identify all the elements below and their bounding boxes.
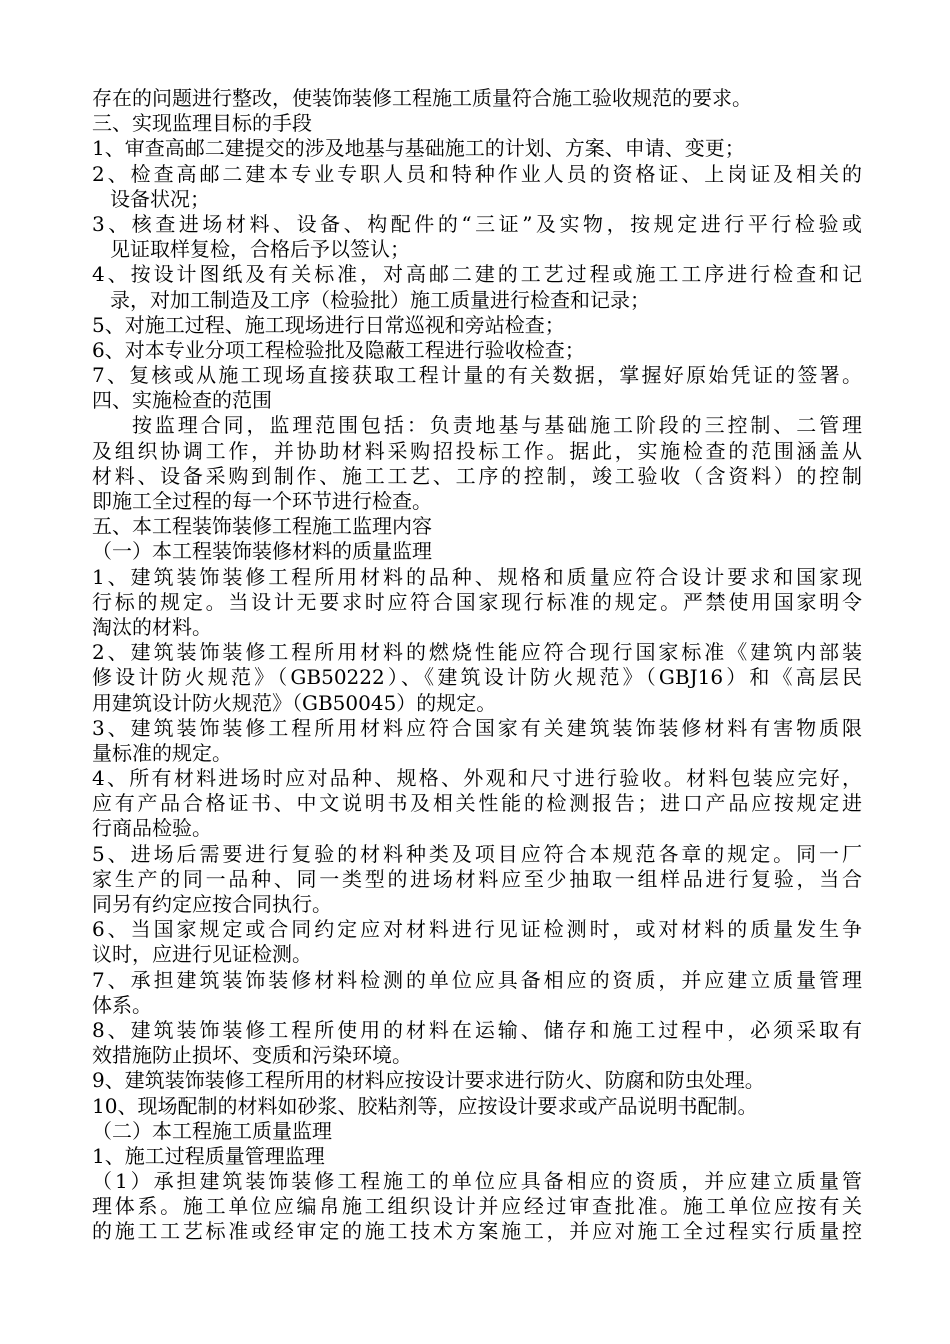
- list-item-5: 5、对施工过程、施工现场进行日常巡视和旁站检查；: [92, 312, 565, 337]
- list-item-cont: 修设计防火规范》（GB50222）、《建筑设计防火规范》（GBJ16）和《高层民: [92, 665, 862, 690]
- paragraph-line: 理体系。施工单位应编帛施工组织设计并应经过审查批准。施工单位应按有关: [92, 1194, 862, 1219]
- paragraph-line: 按监理合同，监理范围包括：负责地基与基础施工阶段的三控制、二管理: [132, 413, 862, 438]
- list-item-3-cont: 见证取样复检，合格后予以签认；: [110, 237, 410, 262]
- list-item-7: 7、复核或从施工现场直接获取工程计量的有关数据，掌握好原始凭证的签署。: [92, 363, 862, 388]
- list-item-cont: 淘汰的材料。: [92, 614, 212, 639]
- list-item-cont: 同另有约定应按合同执行。: [92, 892, 332, 916]
- list-item-2-cont: 设备状况；: [110, 186, 210, 211]
- paragraph-line: 的施工工艺标准或经审定的施工技术方案施工，并应对施工全过程实行质量控: [92, 1219, 862, 1244]
- list-item-cont: 应有产品合格证书、中文说明书及相关性能的检测报告；进口产品应按规定进: [92, 791, 862, 816]
- list-item-1: 1、建筑装饰装修工程所用材料的品种、规格和质量应符合设计要求和国家现: [92, 564, 862, 589]
- paragraph-line: （1）承担建筑装饰装修工程施工的单位应具备相应的资质，并应建立质量管: [92, 1169, 862, 1194]
- paragraph-line: 及组织协调工作，并协助材料采购招投标工作。据此，实施检查的范围涵盖从: [92, 438, 862, 463]
- list-item-7: 7、承担建筑装饰装修材料检测的单位应具备相应的资质，并应建立质量管理: [92, 967, 862, 992]
- list-item-cont: 家生产的同一品种、同一类型的进场材料应至少抽取一组样品进行复验，当合: [92, 866, 862, 891]
- section-heading-5: 五、本工程装饰装修工程施工监理内容: [92, 514, 432, 539]
- list-item-3: 3、建筑装饰装修工程所用材料应符合国家有关建筑装饰装修材料有害物质限: [92, 715, 862, 740]
- list-item-cont: 行标的规定。当设计无要求时应符合国家现行标准的规定。严禁使用国家明令: [92, 589, 862, 614]
- list-item-cont: 用建筑设计防火规范》（GB50045）的规定。: [92, 690, 497, 715]
- list-item-cont: 效措施防止损坏、变质和污染环境。: [92, 1043, 412, 1068]
- list-item-1: 1、审查高邮二建提交的涉及地基与基础施工的计划、方案、申请、变更；: [92, 136, 745, 161]
- list-item-cont: 量标准的规定。: [92, 740, 232, 765]
- paragraph-line: 即施工全过程的每一个环节进行检查。: [92, 489, 432, 513]
- list-item-2: 2、建筑装饰装修工程所用材料的燃烧性能应符合现行国家标准《建筑内部装: [92, 640, 862, 665]
- list-item-4: 4、所有材料进场时应对品种、规格、外观和尺寸进行验收。材料包装应完好，: [92, 766, 862, 791]
- subsection-heading-2: （二）本工程施工质量监理: [92, 1118, 332, 1143]
- list-item-cont: 行商品检验。: [92, 816, 212, 841]
- list-item-cont: 议时，应进行见证检测。: [92, 942, 312, 967]
- list-item-8: 8、建筑装饰装修工程所使用的材料在运输、储存和施工过程中，必须采取有: [92, 1017, 862, 1042]
- section-heading-4: 四、实施检查的范围: [92, 388, 272, 413]
- list-item-2: 2、检查高邮二建本专业专职人员和特种作业人员的资格证、上岗证及相关的: [92, 161, 862, 186]
- list-item-3: 3、核查进场材料、设备、构配件的“三证”及实物，按规定进行平行检验或: [92, 211, 862, 236]
- section-heading-3: 三、实现监理目标的手段: [92, 111, 312, 136]
- text-line: 存在的问题进行整改，使装饰装修工程施工质量符合施工验收规范的要求。: [92, 86, 752, 110]
- sub-heading-1: 1、施工过程质量管理监理: [92, 1143, 325, 1168]
- list-item-6: 6、当国家规定或合同约定应对材料进行见证检测时，或对材料的质量发生争: [92, 917, 862, 942]
- document-body: [92, 86, 862, 1245]
- list-item-9: 9、建筑装饰装修工程所用的材料应按设计要求进行防火、防腐和防虫处理。: [92, 1068, 765, 1093]
- subsection-heading-1: （一）本工程装饰装修材料的质量监理: [92, 539, 432, 564]
- list-item-4: 4、按设计图纸及有关标准，对高邮二建的工艺过程或施工工序进行检查和记: [92, 262, 862, 287]
- list-item-4-cont: 录，对加工制造及工序（检验批）施工质量进行检查和记录；: [110, 287, 650, 312]
- list-item-10: 10、现场配制的材料如砂浆、胶粘剂等，应按设计要求或产品说明书配制。: [92, 1093, 758, 1118]
- list-item-cont: 体系。: [92, 992, 152, 1017]
- list-item-5: 5、进场后需要进行复验的材料种类及项目应符合本规范各章的规定。同一厂: [92, 841, 862, 866]
- list-item-6: 6、对本专业分项工程检验批及隐蔽工程进行验收检查；: [92, 337, 585, 362]
- paragraph-line: 材料、设备采购到制作、施工工艺、工序的控制，竣工验收（含资料）的控制: [92, 463, 862, 488]
